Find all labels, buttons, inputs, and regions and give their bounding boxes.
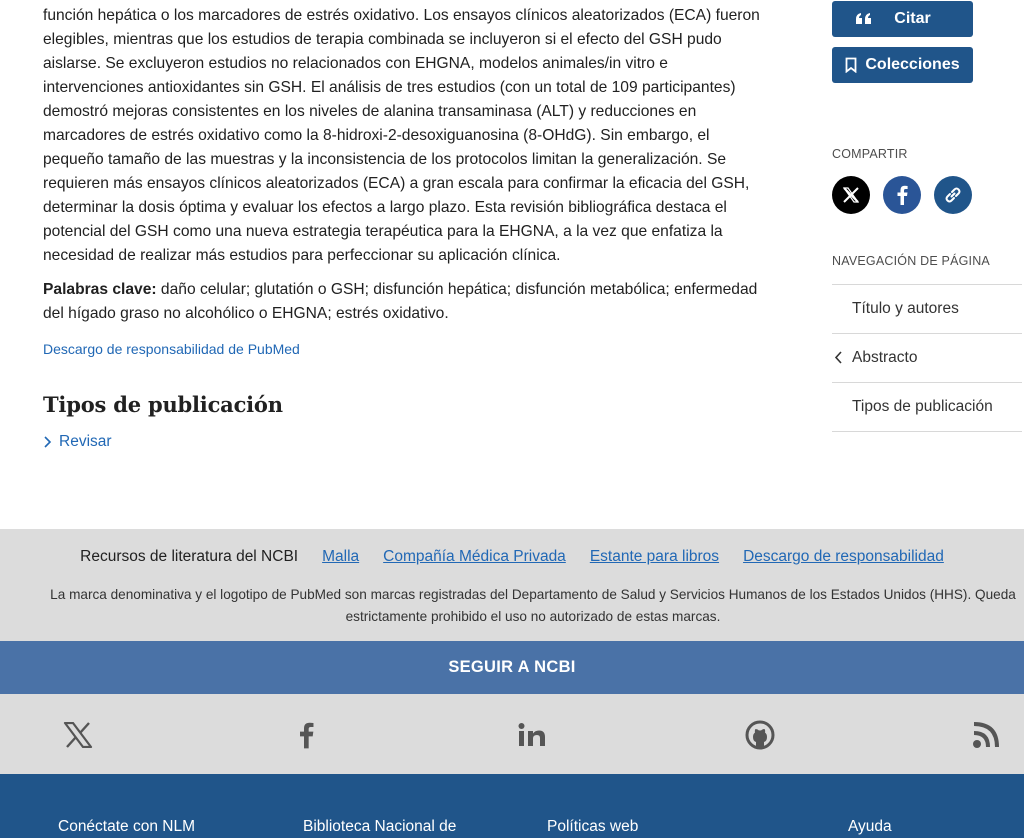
footer-help[interactable]: Ayuda — [848, 818, 892, 835]
page-navigation-label: NAVEGACIÓN DE PÁGINA — [832, 254, 990, 268]
publication-types-heading: Tipos de publicación — [43, 392, 283, 417]
share-facebook-button[interactable] — [883, 176, 921, 214]
collections-button[interactable] — [832, 47, 973, 83]
nav-item-label: Tipos de publicación — [852, 398, 993, 415]
chevron-left-icon — [834, 351, 843, 364]
keywords-list: daño celular; glutatión o GSH; disfunción hepática; disfunción metabólica; enfermedad del hígado graso no alcohólico o EHGNA; estrés oxidativo. — [43, 281, 758, 322]
rss-icon — [972, 721, 1000, 749]
footer-resources — [0, 529, 1024, 641]
quote-icon — [856, 13, 872, 25]
social-rss-link[interactable] — [970, 720, 1002, 750]
footer-link-pmc[interactable]: Compañía Médica Privada — [383, 548, 566, 565]
social-x-link[interactable] — [62, 720, 94, 750]
x-icon — [63, 722, 93, 748]
social-github-link[interactable] — [744, 720, 776, 750]
nav-item-label: Título y autores — [852, 300, 959, 317]
cite-button-label: Citar — [894, 10, 931, 27]
x-icon — [842, 186, 860, 204]
github-icon — [745, 720, 775, 750]
footer-national-library[interactable]: Biblioteca Nacional de — [303, 818, 457, 835]
nav-item-abstract[interactable] — [832, 334, 1022, 383]
social-linkedin-link[interactable] — [516, 720, 548, 750]
literature-resources-label: Recursos de literatura del NCBI — [80, 548, 299, 565]
footer-link-bookshelf[interactable]: Estante para libros — [589, 548, 720, 565]
social-links — [0, 694, 1024, 774]
nlm-footer — [0, 774, 1024, 838]
follow-ncbi-label: SEGUIR A NCBI — [448, 658, 576, 676]
footer-web-policies[interactable]: Políticas web — [547, 818, 639, 835]
footer-link-disclaimer[interactable]: Descargo de responsabilidad — [743, 548, 944, 565]
keywords-label: Palabras clave: — [43, 281, 157, 298]
page-navigation-list — [832, 284, 1022, 432]
facebook-icon — [298, 720, 314, 750]
trademark-notice: La marca denominativa y el logotipo de PubMed son marcas registradas del Departamento de Salud y Servicios Humanos de los Estados Unidos (HHS). Queda estrictamente prohibido el uso no autorizado de estas marcas. — [50, 587, 1016, 624]
facebook-icon — [896, 185, 908, 205]
publication-type-review[interactable] — [43, 433, 768, 451]
footer-connect-nlm[interactable]: Conéctate con NLM — [58, 818, 195, 835]
abstract-text: función hepática o los marcadores de estrés oxidativo. Los ensayos clínicos aleatorizados (ECA) fueron elegibles, mientras que los estudios de terapia combinada se incluyeron si el efecto del GSH pudo aislarse. Se excluyeron estudios no relacionados con EHGNA, modelos animales/in vitro e intervenciones antioxidantes sin GSH. El análisis de tres estudios (con un total de 109 participantes) demostró mejoras consistentes en los niveles de alanina transaminasa (ALT) y reducciones en marcadores de estrés oxidativo como la 8-hidroxi-2-desoxiguanosina (8-OHdG). Sin embargo, el pequeño tamaño de las muestras y la inconsistencia de los protocolos limitan la generalización. Se requieren más ensayos clínicos aleatorizados (ECA) a gran escala para confirmar la eficacia del GSH, determinar la dosis óptima y evaluar los efectos a largo plazo. Esta revisión bibliográfica destaca el potencial del GSH como una nueva estrategia terapéutica para la EHGNA, a la vez que enfatiza la necesidad de realizar más estudios para perfeccionar su aplicación clínica. — [43, 7, 760, 264]
cite-button[interactable] — [832, 1, 973, 37]
publication-type-review-label: Revisar — [59, 433, 112, 450]
share-link-button[interactable] — [934, 176, 972, 214]
linkedin-icon — [518, 723, 546, 747]
share-x-button[interactable] — [832, 176, 870, 214]
bookmark-icon — [845, 57, 857, 73]
nav-item-title-authors[interactable] — [832, 285, 1022, 334]
share-icons — [832, 176, 972, 214]
share-label: COMPARTIR — [832, 147, 908, 161]
article-main — [43, 4, 768, 451]
keywords — [43, 278, 768, 326]
follow-ncbi-banner — [0, 641, 1024, 694]
pubmed-disclaimer-link[interactable]: Descargo de responsabilidad de PubMed — [43, 341, 300, 357]
link-icon — [943, 185, 963, 205]
footer-link-mesh[interactable]: Malla — [322, 548, 360, 565]
collections-button-label: Colecciones — [865, 56, 960, 73]
social-facebook-link[interactable] — [290, 720, 322, 750]
nav-item-label: Abstracto — [852, 349, 918, 366]
chevron-right-icon — [43, 436, 53, 448]
footer-links — [0, 548, 1024, 566]
nav-item-publication-types[interactable] — [832, 383, 1022, 432]
